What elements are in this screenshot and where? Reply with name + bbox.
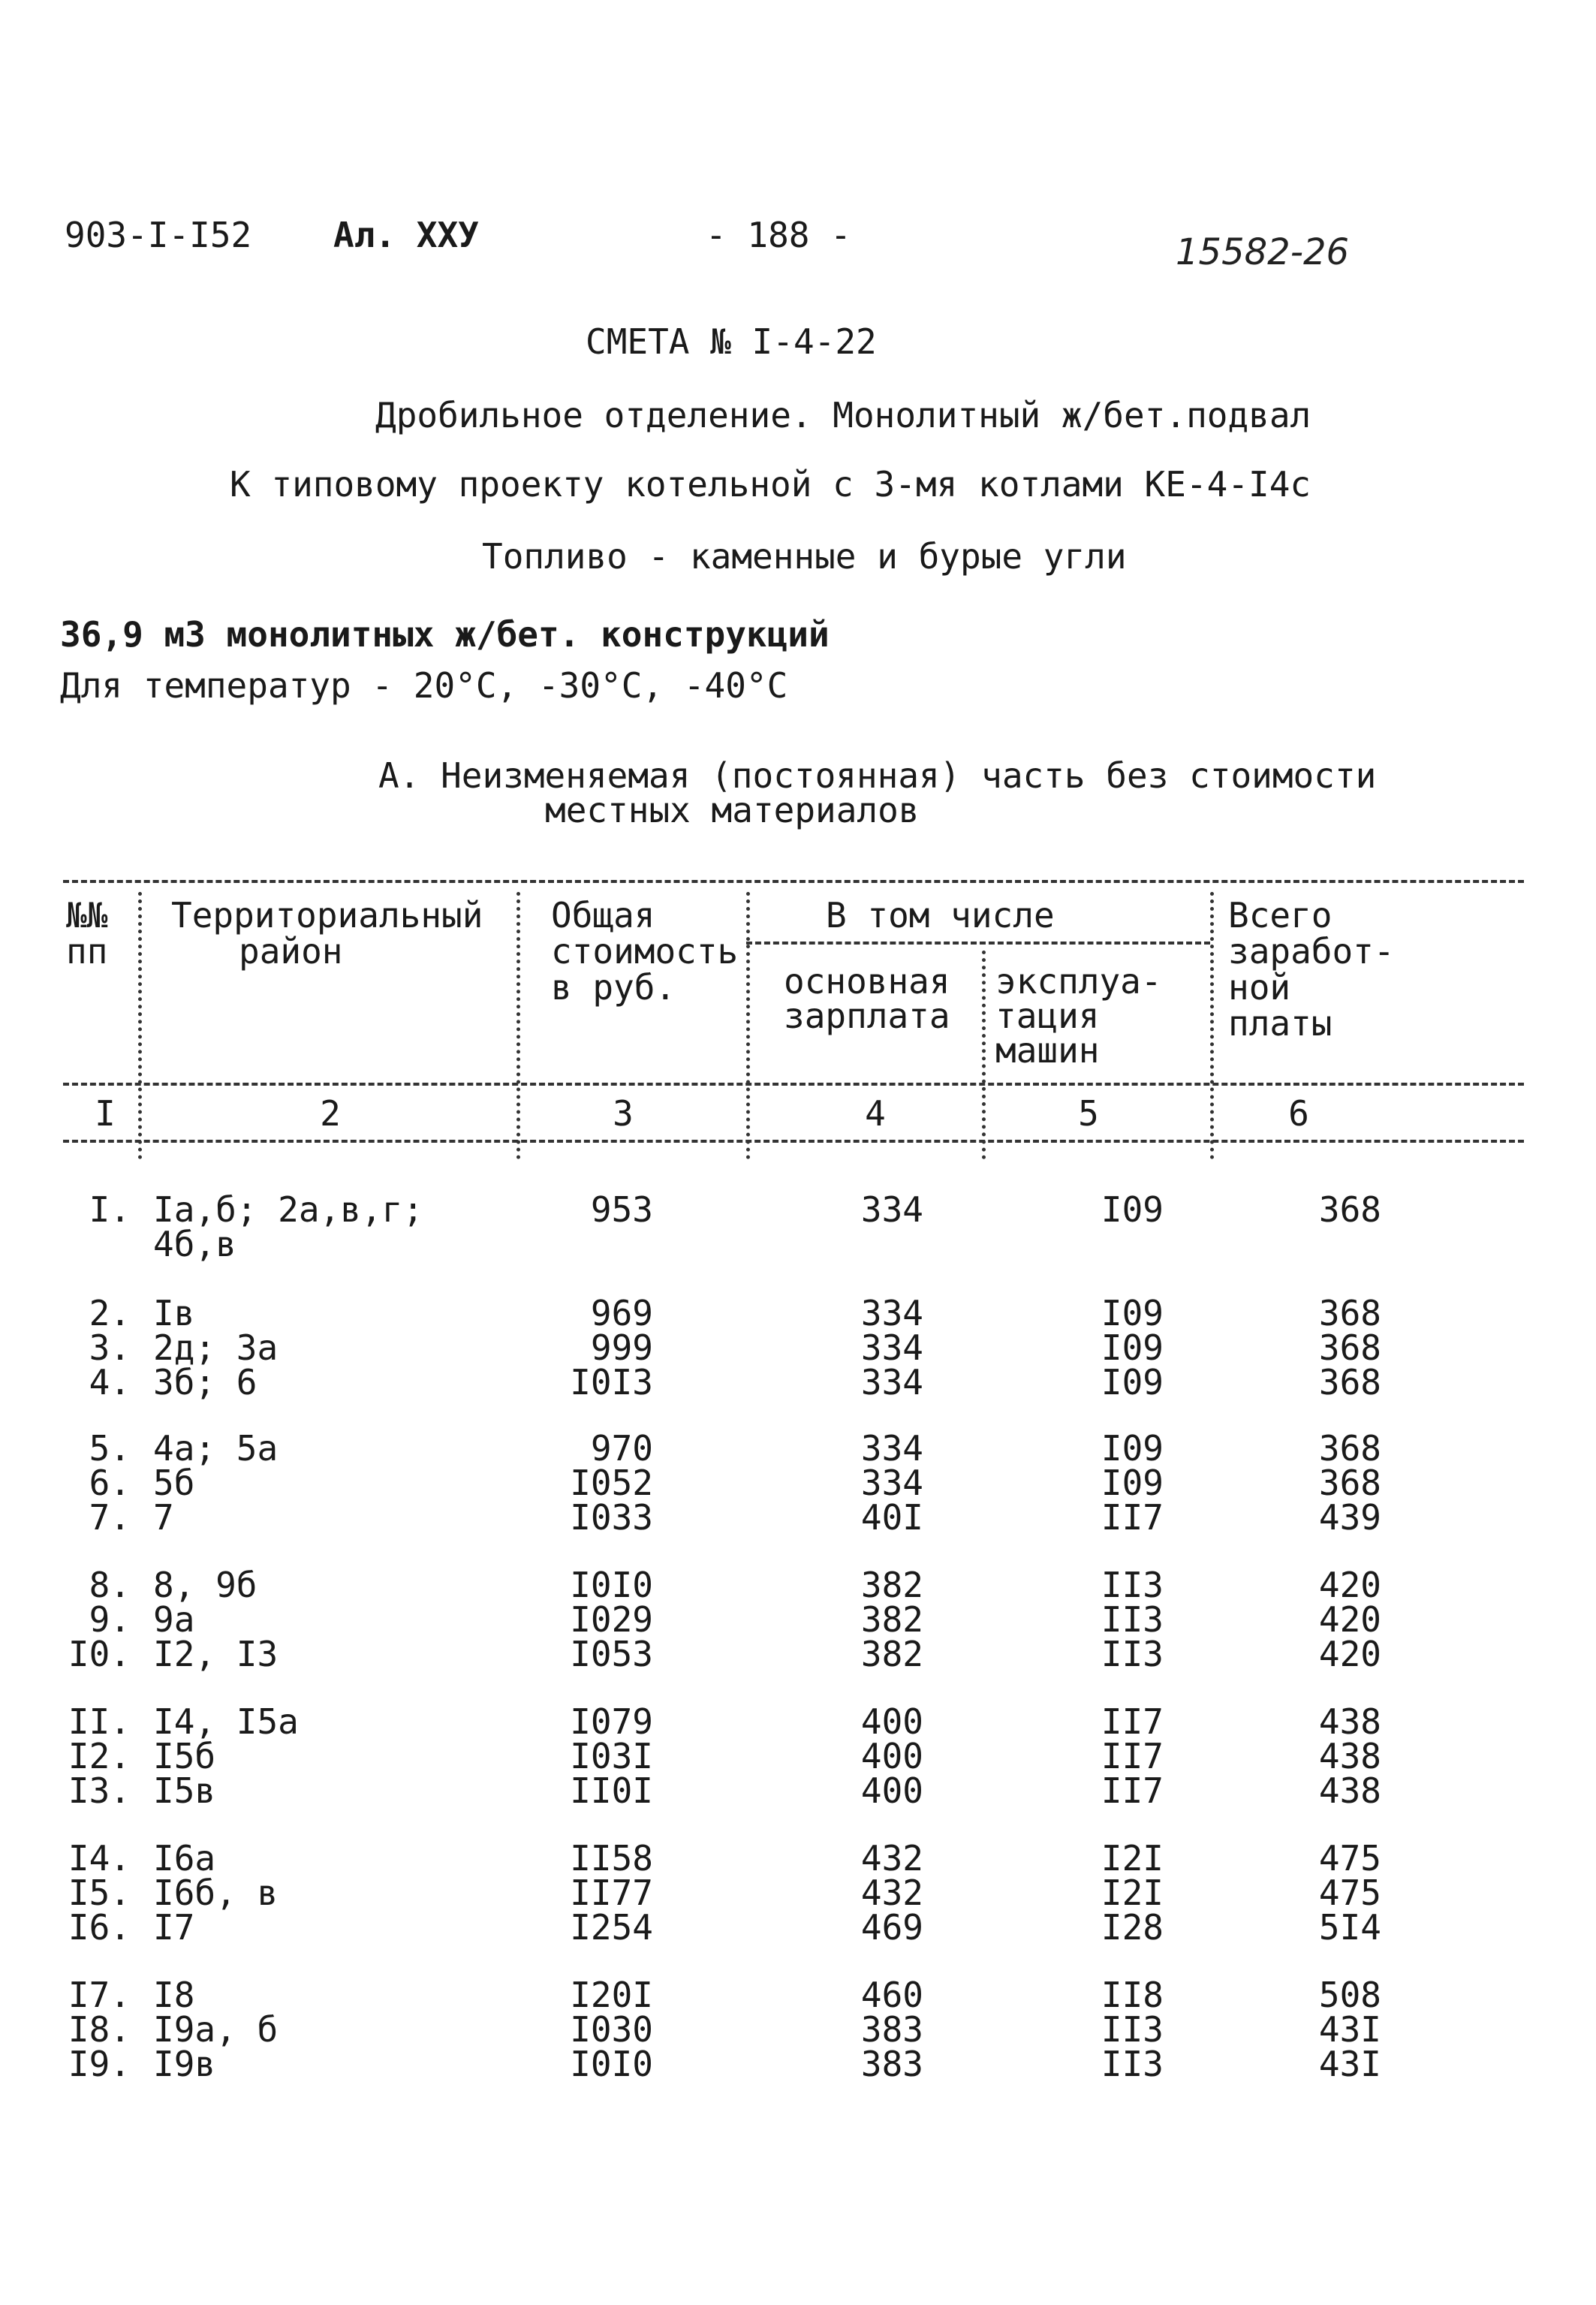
row-number-cell: I6. xyxy=(68,1907,131,1948)
separator-3 xyxy=(746,892,750,1159)
total-cost-cell: I030 xyxy=(570,2009,653,2050)
base-wage-cell: 334 xyxy=(860,1293,923,1333)
header-total-wage-2: заработ- xyxy=(1228,931,1395,972)
total-wage-cell: 368 xyxy=(1318,1463,1381,1503)
column-number-3: 3 xyxy=(613,1093,634,1134)
title-line-2: К типовому проекту котельной с 3-мя котлами КЕ-4-I4с xyxy=(230,464,1311,505)
machine-operation-cell: II3 xyxy=(1101,2044,1164,2084)
base-wage-cell: 40I xyxy=(860,1497,923,1538)
base-wage-cell: 432 xyxy=(860,1838,923,1879)
base-wage-cell: 334 xyxy=(860,1428,923,1469)
total-cost-cell: 970 xyxy=(590,1428,653,1469)
region-cell: I9в xyxy=(153,2044,216,2084)
total-wage-cell: 438 xyxy=(1318,1736,1381,1776)
total-cost-cell: I0I3 xyxy=(570,1362,653,1403)
separator-4 xyxy=(982,951,986,1159)
region-cell: I5б xyxy=(153,1736,216,1776)
machine-operation-cell: II3 xyxy=(1101,1565,1164,1605)
region-cell: I4, I5а xyxy=(153,1701,299,1742)
region-cell: I6а xyxy=(153,1838,216,1879)
total-cost-cell: I053 xyxy=(570,1634,653,1674)
total-cost-cell: II0I xyxy=(570,1770,653,1811)
column-number-2: 2 xyxy=(320,1093,341,1134)
header-machines-1: эксплуа- xyxy=(995,961,1162,1002)
header-no-1: №№ xyxy=(66,895,108,936)
base-wage-cell: 334 xyxy=(860,1327,923,1368)
volume-line: 36,9 м3 монолитных ж/бет. конструкций xyxy=(60,614,830,655)
machine-operation-cell: II3 xyxy=(1101,1634,1164,1674)
base-wage-cell: 382 xyxy=(860,1599,923,1640)
row-number-cell: 3. xyxy=(89,1327,131,1368)
header-machines-2: тация xyxy=(995,996,1100,1036)
machine-operation-cell: I09 xyxy=(1101,1463,1164,1503)
row-number-cell: 9. xyxy=(89,1599,131,1640)
region-cell: Iа,б; 2а,в,г; 4б,в xyxy=(153,1189,424,1264)
total-wage-cell: 438 xyxy=(1318,1770,1381,1811)
section-heading-line-1: А. Неизменяемая (постоянная) часть без стоимости xyxy=(378,755,1377,796)
base-wage-cell: 334 xyxy=(860,1463,923,1503)
temperatures-line: Для температур - 20°С, -30°С, -40°С xyxy=(60,665,788,706)
column-number-1: I xyxy=(95,1093,116,1134)
header-total-2: стоимость xyxy=(551,931,739,972)
base-wage-cell: 432 xyxy=(860,1873,923,1913)
total-cost-cell: I033 xyxy=(570,1497,653,1538)
region-cell: 5б xyxy=(153,1463,195,1503)
total-cost-cell: I03I xyxy=(570,1736,653,1776)
total-wage-cell: 368 xyxy=(1318,1293,1381,1333)
total-wage-cell: 438 xyxy=(1318,1701,1381,1742)
header-bottom-rule xyxy=(63,1083,1524,1086)
region-cell: I6б, в xyxy=(153,1873,279,1913)
base-wage-cell: 334 xyxy=(860,1362,923,1403)
column-number-4: 4 xyxy=(865,1093,886,1134)
base-wage-cell: 382 xyxy=(860,1634,923,1674)
region-cell: I9а, б xyxy=(153,2009,279,2050)
row-number-cell: I8. xyxy=(68,2009,131,2050)
total-cost-cell: I079 xyxy=(570,1701,653,1742)
row-number-cell: I2. xyxy=(68,1736,131,1776)
total-cost-cell: I0I0 xyxy=(570,1565,653,1605)
machine-operation-cell: II7 xyxy=(1101,1770,1164,1811)
base-wage-cell: 382 xyxy=(860,1565,923,1605)
region-cell: 2д; 3а xyxy=(153,1327,279,1368)
project-code: 903-I-I52 xyxy=(65,215,252,255)
header-total-3: в руб. xyxy=(551,967,676,1008)
total-cost-cell: I029 xyxy=(570,1599,653,1640)
column-numbers-rule xyxy=(63,1140,1524,1143)
total-wage-cell: 43I xyxy=(1318,2009,1381,2050)
region-cell: 8, 9б xyxy=(153,1565,257,1605)
header-region-1: Территориальный xyxy=(171,895,483,936)
base-wage-cell: 460 xyxy=(860,1975,923,2015)
row-number-cell: 6. xyxy=(89,1463,131,1503)
row-number-cell: I4. xyxy=(68,1838,131,1879)
header-region-2: район xyxy=(239,931,343,972)
row-number-cell: 4. xyxy=(89,1362,131,1403)
total-wage-cell: 5I4 xyxy=(1318,1907,1381,1948)
row-number-cell: I. xyxy=(89,1189,131,1230)
region-cell: 4а; 5а xyxy=(153,1428,279,1469)
machine-operation-cell: I09 xyxy=(1101,1362,1164,1403)
machine-operation-cell: I28 xyxy=(1101,1907,1164,1948)
base-wage-cell: 334 xyxy=(860,1189,923,1230)
total-cost-cell: 969 xyxy=(590,1293,653,1333)
machine-operation-cell: II7 xyxy=(1101,1701,1164,1742)
region-cell: I2, I3 xyxy=(153,1634,279,1674)
section-heading-line-2: местных материалов xyxy=(545,790,920,830)
total-wage-cell: 475 xyxy=(1318,1873,1381,1913)
header-machines-3: машин xyxy=(995,1030,1100,1071)
table-top-rule xyxy=(63,880,1524,883)
handwritten-reference: 15582-26 xyxy=(1176,231,1350,273)
row-number-cell: I9. xyxy=(68,2044,131,2084)
header-total-wage-3: ной xyxy=(1228,967,1291,1008)
total-wage-cell: 368 xyxy=(1318,1189,1381,1230)
header-wage-2: зарплата xyxy=(784,996,950,1036)
region-cell: 3б; 6 xyxy=(153,1362,257,1403)
total-wage-cell: 43I xyxy=(1318,2044,1381,2084)
base-wage-cell: 400 xyxy=(860,1736,923,1776)
row-number-cell: 2. xyxy=(89,1293,131,1333)
row-number-cell: I7. xyxy=(68,1975,131,2015)
machine-operation-cell: II7 xyxy=(1101,1497,1164,1538)
region-cell: I7 xyxy=(153,1907,195,1948)
total-cost-cell: I0I0 xyxy=(570,2044,653,2084)
machine-operation-cell: I09 xyxy=(1101,1189,1164,1230)
machine-operation-cell: II3 xyxy=(1101,1599,1164,1640)
region-cell: 9а xyxy=(153,1599,195,1640)
machine-operation-cell: I09 xyxy=(1101,1293,1164,1333)
base-wage-cell: 400 xyxy=(860,1701,923,1742)
title-line-1: Дробильное отделение. Монолитный ж/бет.подвал xyxy=(375,395,1311,435)
machine-operation-cell: I2I xyxy=(1101,1838,1164,1879)
title-line-3: Топливо - каменные и бурые угли xyxy=(482,536,1127,577)
row-number-cell: II. xyxy=(68,1701,131,1742)
header-total-wage-1: Всего xyxy=(1228,895,1333,936)
total-cost-cell: II77 xyxy=(570,1873,653,1913)
row-number-cell: I3. xyxy=(68,1770,131,1811)
estimate-title: СМЕТА № I-4-22 xyxy=(586,321,877,362)
header-no-2: пп xyxy=(66,931,108,972)
separator-2 xyxy=(516,892,520,1159)
total-wage-cell: 368 xyxy=(1318,1428,1381,1469)
total-cost-cell: I20I xyxy=(570,1975,653,2015)
column-number-6: 6 xyxy=(1288,1093,1309,1134)
row-number-cell: 8. xyxy=(89,1565,131,1605)
column-number-5: 5 xyxy=(1078,1093,1099,1134)
header-wage-1: основная xyxy=(784,961,950,1002)
region-cell: I5в xyxy=(153,1770,216,1811)
machine-operation-cell: I2I xyxy=(1101,1873,1164,1913)
separator-1 xyxy=(138,892,142,1159)
including-rule xyxy=(746,942,1210,945)
machine-operation-cell: II7 xyxy=(1101,1736,1164,1776)
total-wage-cell: 368 xyxy=(1318,1362,1381,1403)
total-cost-cell: 999 xyxy=(590,1327,653,1368)
total-cost-cell: I052 xyxy=(570,1463,653,1503)
base-wage-cell: 383 xyxy=(860,2009,923,2050)
total-wage-cell: 368 xyxy=(1318,1327,1381,1368)
base-wage-cell: 469 xyxy=(860,1907,923,1948)
page-number: - 188 - xyxy=(706,215,851,255)
album-number: Ал. XXУ xyxy=(333,215,479,255)
total-wage-cell: 420 xyxy=(1318,1565,1381,1605)
total-cost-cell: I254 xyxy=(570,1907,653,1948)
machine-operation-cell: II3 xyxy=(1101,2009,1164,2050)
total-cost-cell: 953 xyxy=(590,1189,653,1230)
base-wage-cell: 400 xyxy=(860,1770,923,1811)
total-cost-cell: II58 xyxy=(570,1838,653,1879)
total-wage-cell: 439 xyxy=(1318,1497,1381,1538)
machine-operation-cell: I09 xyxy=(1101,1428,1164,1469)
row-number-cell: I0. xyxy=(68,1634,131,1674)
region-cell: 7 xyxy=(153,1497,174,1538)
machine-operation-cell: I09 xyxy=(1101,1327,1164,1368)
region-cell: Iв xyxy=(153,1293,195,1333)
base-wage-cell: 383 xyxy=(860,2044,923,2084)
row-number-cell: 7. xyxy=(89,1497,131,1538)
total-wage-cell: 420 xyxy=(1318,1599,1381,1640)
row-number-cell: 5. xyxy=(89,1428,131,1469)
total-wage-cell: 420 xyxy=(1318,1634,1381,1674)
machine-operation-cell: II8 xyxy=(1101,1975,1164,2015)
total-wage-cell: 475 xyxy=(1318,1838,1381,1879)
separator-5 xyxy=(1210,892,1214,1159)
header-including: В том числе xyxy=(826,895,1055,936)
row-number-cell: I5. xyxy=(68,1873,131,1913)
header-total-1: Общая xyxy=(551,895,655,936)
header-total-wage-4: платы xyxy=(1228,1003,1333,1044)
total-wage-cell: 508 xyxy=(1318,1975,1381,2015)
region-cell: I8 xyxy=(153,1975,195,2015)
